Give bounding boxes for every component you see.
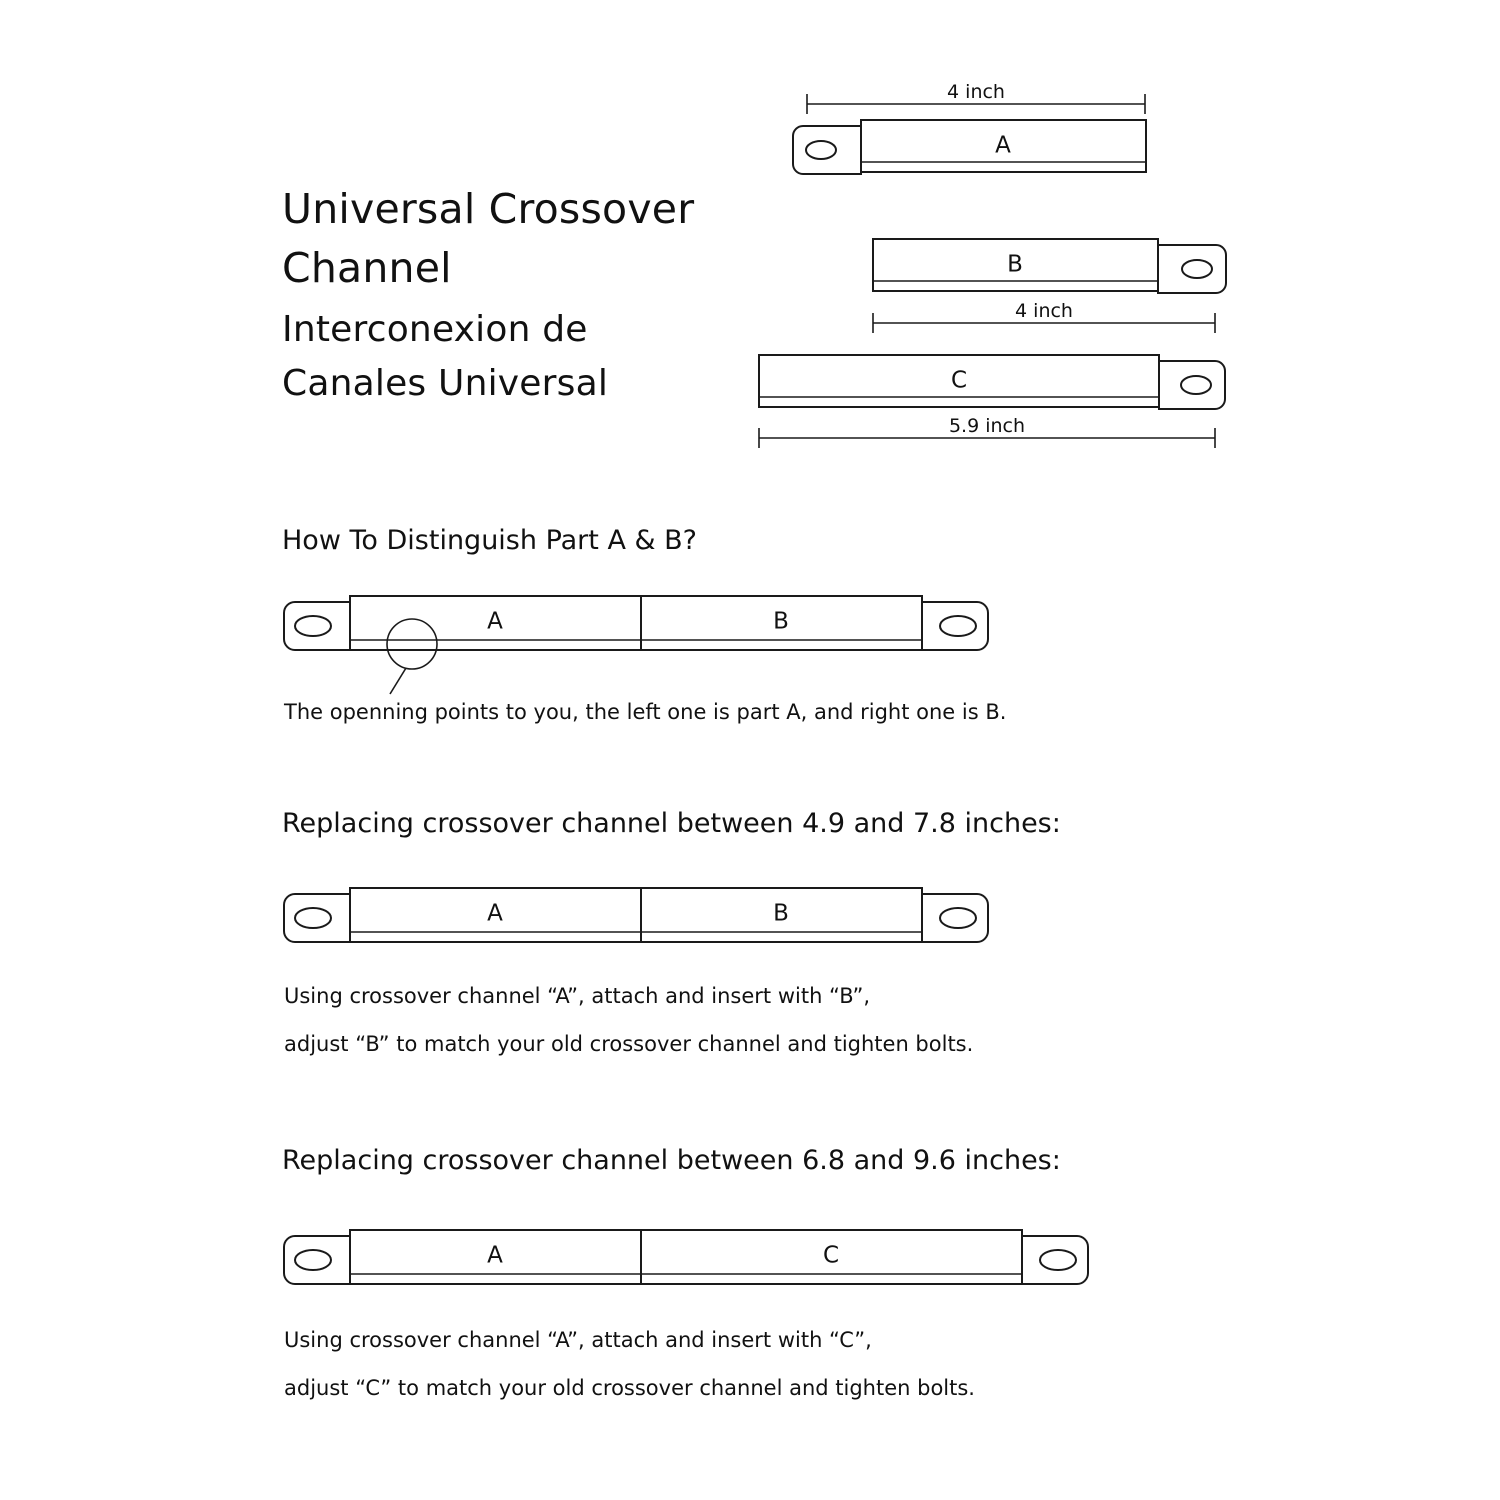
assembly-label-a-ac: A	[487, 1242, 503, 1269]
dimension-part-a	[807, 81, 1145, 114]
assembly-label-b-ab: B	[773, 900, 789, 927]
dimension-label-a: 4 inch	[947, 81, 1005, 103]
caption-ac-line-1: Using crossover channel “A”, attach and insert with “C”,	[284, 1328, 872, 1352]
title-english-line-1: Universal Crossover	[282, 185, 695, 233]
heading-distinguish: How To Distinguish Part A & B?	[282, 525, 697, 556]
dimension-part-c	[759, 415, 1215, 448]
title-spanish-line-2: Canales Universal	[282, 362, 609, 404]
part-label-c: C	[950, 367, 968, 394]
heading-replace-ac: Replacing crossover channel between 6.8 and 9.6 inches:	[282, 1145, 1061, 1176]
dimension-label-b: 4 inch	[1015, 300, 1073, 322]
caption-distinguish: The openning points to you, the left one is part A, and right one is B.	[284, 700, 1007, 724]
parts-legend-svg	[745, 80, 1265, 480]
title-spanish-line-1: Interconexion de	[282, 308, 588, 350]
dimension-part-b	[873, 300, 1215, 333]
assembly-distinguish-svg	[282, 578, 1002, 688]
assembly-ab-svg	[282, 870, 1002, 970]
page-title	[282, 180, 752, 411]
heading-replace-ab: Replacing crossover channel between 4.9 and 7.8 inches:	[282, 808, 1061, 839]
caption-ab-line-1: Using crossover channel “A”, attach and insert with “B”,	[284, 984, 871, 1008]
assembly-label-a-ab: A	[487, 900, 503, 927]
part-label-b: B	[1007, 251, 1023, 278]
assembly-label-b-distinguish: B	[773, 608, 789, 635]
title-spanish	[282, 303, 752, 411]
part-b-shape	[873, 239, 1226, 293]
title-english	[282, 180, 752, 299]
dimension-label-c: 5.9 inch	[948, 415, 1026, 437]
title-english-line-2: Channel	[282, 244, 452, 293]
caption-ab-line-2: adjust “B” to match your old crossover channel and tighten bolts.	[284, 1032, 974, 1056]
assembly-ab	[282, 870, 1002, 970]
assembly-ac	[282, 1212, 1102, 1312]
assembly-label-c-ac: C	[822, 1242, 840, 1269]
caption-ac-line-2: adjust “C” to match your old crossover channel and tighten bolts.	[284, 1376, 975, 1400]
part-a-shape	[793, 120, 1146, 174]
assembly-label-a-distinguish: A	[487, 608, 503, 635]
assembly-distinguish	[282, 578, 1002, 688]
part-label-a: A	[995, 132, 1011, 159]
assembly-ac-svg	[282, 1212, 1102, 1312]
part-c-shape	[759, 355, 1225, 409]
parts-legend	[745, 80, 1265, 480]
